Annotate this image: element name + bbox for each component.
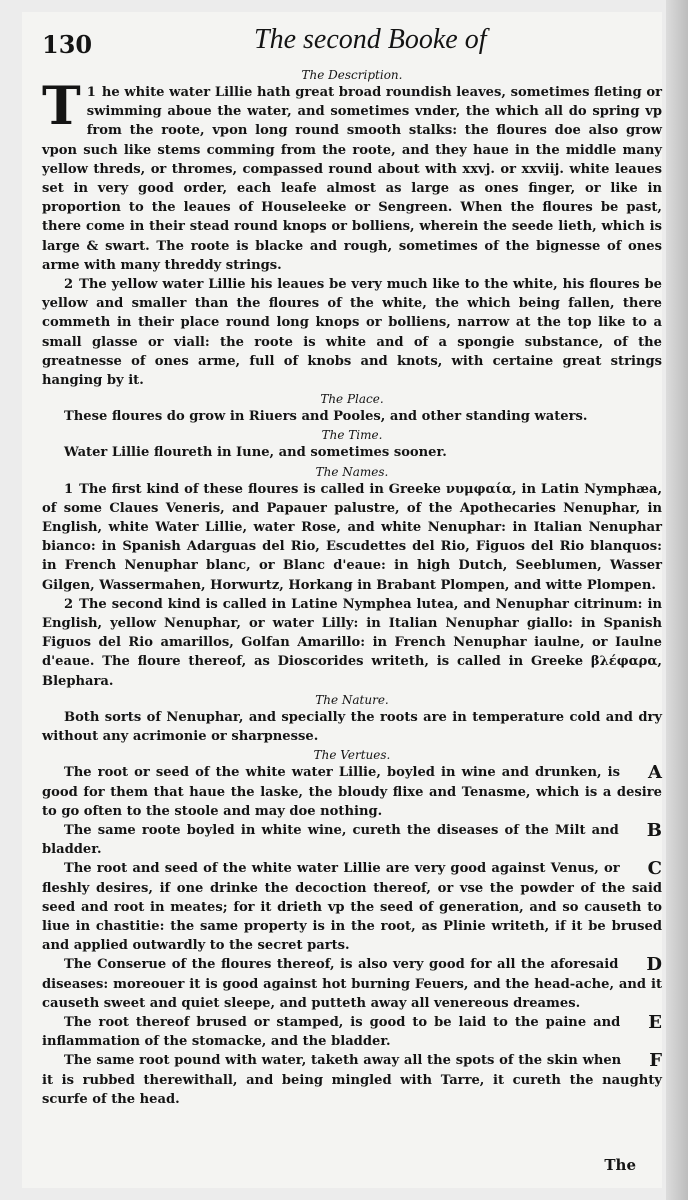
paragraph xyxy=(42,763,662,821)
paragraph-text: The yellow water Lillie his leaues be very much like to the white, his floures be yellow and smaller than the floures of the white, the which being fallen, there commeth in their place round long knops or bolliens, narrow at the top like to a small glasse or viall: the roote is white and of a spongie substance, of the greatnesse of ones arme, full of knobs and knots, with certaine great strings hanging by it. xyxy=(42,277,662,389)
page-body xyxy=(42,66,662,1109)
drop-initial: T xyxy=(42,76,81,137)
page-number: 130 xyxy=(42,30,93,59)
book-page xyxy=(22,12,662,1188)
paragraph xyxy=(42,595,662,691)
paragraph-number: 2 xyxy=(64,596,74,612)
paragraph-text: The first kind of these floures is called in Greeke νυμφαία, in Latin Nymphæa, of some Claues Veneris, and Papauer palustre, of the Apothecaries Nenuphar, in English, white Water Lillie, water Rose, and white Nenuphar: in Italian Nenuphar bianco: in Spanish Adarguas del Rio, Escudettes del Rio, Figuos del Rio blanquos: in French Nenuphar blanc, or Blanc d'eaue: in high Dutch, Seeblumen, Wasser Gilgen, Wassermahen, Horwurtz, Horkang in Brabant Plompen, and witte Plompen. xyxy=(42,481,662,593)
margin-letter: F xyxy=(649,1050,662,1072)
section-heading: The Vertues. xyxy=(313,748,391,763)
paragraph-number: 1 xyxy=(86,85,96,100)
paragraph-text: These floures do grow in Riuers and Pooles, and other standing waters. xyxy=(64,409,588,425)
page-edge-shadow xyxy=(666,0,688,1200)
margin-letter: E xyxy=(648,1011,662,1033)
margin-letter: A xyxy=(648,762,662,784)
paragraph-text: The root and seed of the white water Lillie are very good against Venus, or fleshly desires, if one drinke the decoction thereof, or vse the powder of the said seed and root in meates; for it drieth vp the seed of generation, and so causeth to liue in chastitie: the same property is in the root, as Plinie writeth, if it be brused and applied outwardly to the secret parts. xyxy=(42,861,662,954)
section-heading: The Description. xyxy=(301,68,403,82)
paragraph xyxy=(42,821,662,859)
margin-letter: C xyxy=(647,858,662,880)
paragraph-text: Both sorts of Nenuphar, and specially the roots are in temperature cold and dry without any acrimonie or sharpnesse. xyxy=(42,709,662,745)
section-heading: The Names. xyxy=(315,464,389,479)
section-heading: The Time. xyxy=(321,428,383,443)
paragraph xyxy=(42,480,662,595)
paragraph-text: The same root pound with water, taketh away all the spots of the skin when it is rubbed therewithall, and being mingled with Tarre, it cureth the naughty scurfe of the head. xyxy=(42,1053,662,1107)
section-heading: The Nature. xyxy=(315,692,389,707)
catchword: The xyxy=(604,1156,636,1174)
paragraph xyxy=(42,407,662,426)
paragraph xyxy=(42,1013,662,1051)
paragraph xyxy=(42,443,662,462)
paragraph-number: 1 xyxy=(64,481,74,497)
paragraph-text: The second kind is called in Latine Nymphea lutea, and Nenuphar citrinum: in English, yellow Nenuphar, or water Lilly: in Italian Nenuphar giallo: in Spanish Figuos del Rio amarillos, Golfan Amarillo: in French Nenuphar iaulne, or Iaulne d'eaue. The floure thereof, as Dioscorides writeth, is called in Greeke βλέφαρα, Blephara. xyxy=(42,596,662,689)
paragraph xyxy=(42,275,662,390)
running-head: The second Booke of xyxy=(254,24,487,55)
paragraph-text: The same roote boyled in white wine, cureth the diseases of the Milt and bladder. xyxy=(42,822,619,858)
paragraph xyxy=(42,708,662,746)
paragraph xyxy=(42,955,662,1013)
paragraph-text: The Conserue of the floures thereof, is also very good for all the aforesaid diseases: moreouer it is good against hot burning Feuers, and the head-ache, and it causeth sweet and quiet sleepe, and putteth away all venereous dreames. xyxy=(42,957,662,1011)
paragraph-text: The root or seed of the white water Lillie, boyled in wine and drunken, is good for them that haue the laske, the bloudy flixe and Tenasme, which is a desire to go often to the stoole and may doe nothing. xyxy=(42,765,662,819)
margin-letter: D xyxy=(646,954,662,976)
paragraph-text: Water Lillie floureth in Iune, and sometimes sooner. xyxy=(64,445,447,461)
paragraph-number: 2 xyxy=(64,277,74,293)
paragraph-text: he white water Lillie hath great broad roundish leaves, sometimes fleting or swimming aboue the water, and sometimes vnder, the which all do spring vp from the roote, vpon long round smooth stalks: the floures doe also grow vpon such like stems comming from the roote, and they haue in the middle many yellow threds, or thromes, compassed round about with xxvj. or xxviij. white leaues set in very good order, each leafe almost as large as ones finger, or like in proportion to the leaues of Houseleeke or Sengreen. When the floures be past, there come in their stead round knops or bolliens, wherein the seede lieth, which is large & swart. The roote is blacke and rough, sometimes of the bignesse of ones arme with many threddy strings. xyxy=(42,85,662,273)
paragraph-text: The root thereof brused or stamped, is good to be laid to the paine and inflammation of the stomacke, and the bladder. xyxy=(42,1014,621,1050)
paragraph xyxy=(42,859,662,955)
margin-letter: B xyxy=(646,819,662,841)
paragraph xyxy=(42,76,662,275)
section-heading: The Place. xyxy=(320,392,384,407)
paragraph xyxy=(42,1051,662,1109)
